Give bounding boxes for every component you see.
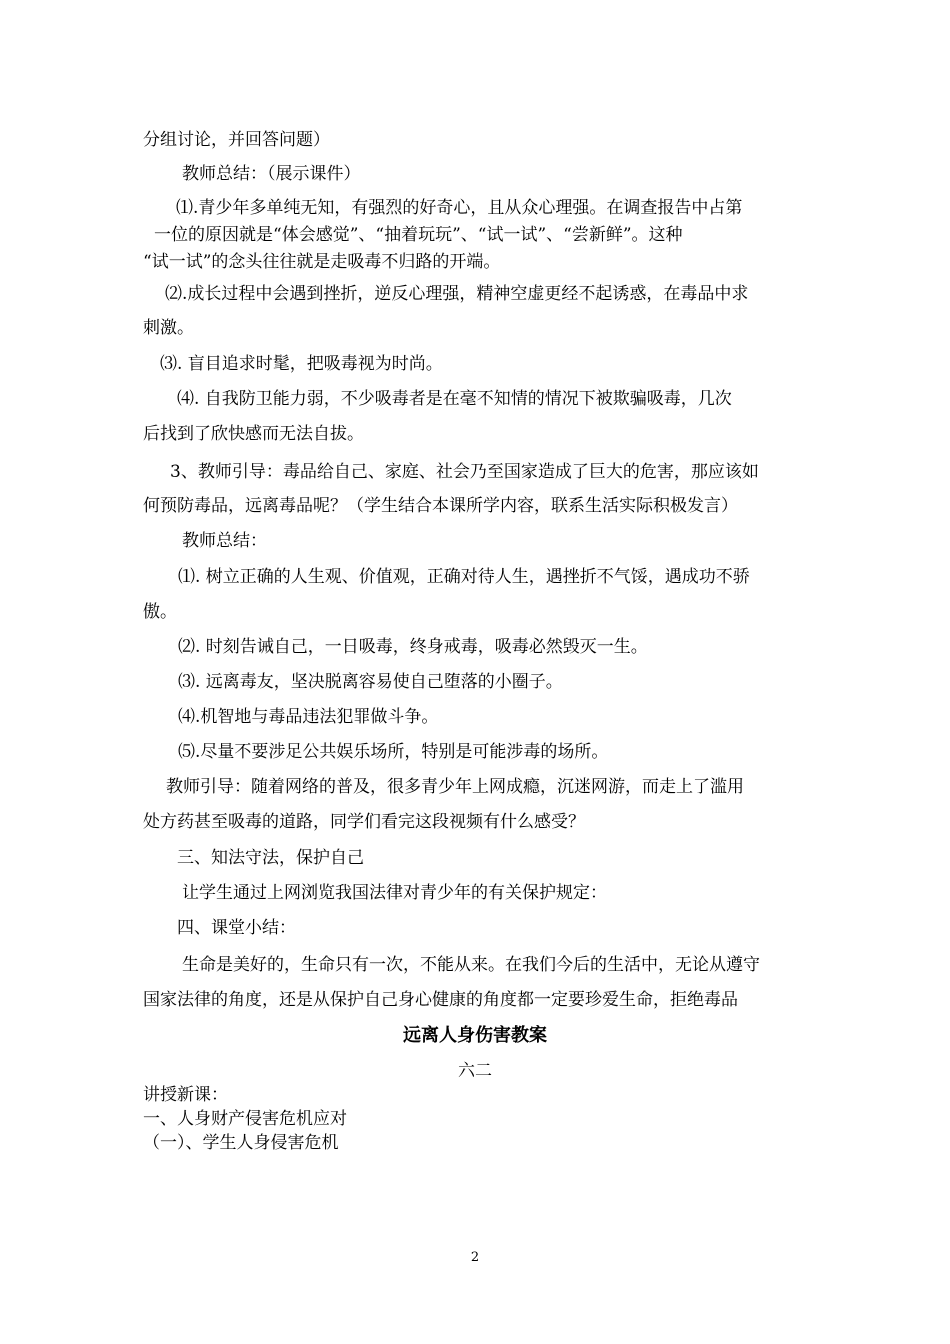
section-line: 讲授新课： [143, 1085, 228, 1105]
body-line: 傲。 [143, 602, 177, 622]
section-line: 一、人身财产侵害危机应对 [143, 1109, 347, 1129]
body-line: 后找到了欣快感而无法自拔。 [143, 424, 364, 444]
body-line: ⑷.机智地与毒品违法犯罪做斗争。 [178, 707, 439, 727]
section-heading: 四、课堂小结： [177, 918, 296, 938]
document-subtitle: 六二 [458, 1061, 492, 1081]
body-line: ⑴.青少年多单纯无知，有强烈的好奇心，且从众心理强。在调查报告中占第 [176, 198, 743, 218]
body-line: 刺激。 [143, 318, 194, 338]
body-line: 3、教师引导：毒品给自己、家庭、社会乃至国家造成了巨大的危害，那应该如 [170, 462, 759, 482]
body-line: ⑵. 时刻告诫自己，一日吸毒，终身戒毒，吸毒必然毁灭一生。 [178, 637, 648, 657]
body-line: ⑶. 远离毒友，坚决脱离容易使自己堕落的小圈子。 [178, 672, 563, 692]
body-line: ⑵.成长过程中会遇到挫折，逆反心理强，精神空虚更经不起诱惑，在毒品中求 [165, 284, 749, 304]
body-line: 国家法律的角度，还是从保护自己身心健康的角度都一定要珍爱生命，拒绝毒品 [143, 990, 738, 1010]
body-line: “试一试”的念头往往就是走吸毒不归路的开端。 [143, 252, 501, 272]
body-line: 让学生通过上网浏览我国法律对青少年的有关保护规定： [182, 883, 607, 903]
body-line: ⑴. 树立正确的人生观、价值观，正确对待人生，遇挫折不气馁，遇成功不骄 [178, 567, 750, 587]
body-line: 教师引导：随着网络的普及，很多青少年上网成瘾，沉迷网游，而走上了滥用 [166, 777, 744, 797]
body-line: 处方药甚至吸毒的道路，同学们看完这段视频有什么感受？ [143, 812, 585, 832]
body-line: 何预防毒品，远离毒品呢？（学生结合本课所学内容，联系生活实际积极发言） [143, 496, 738, 516]
body-line: 分组讨论，并回答问题） [143, 130, 330, 150]
body-line: ⑶. 盲目追求时髦，把吸毒视为时尚。 [160, 354, 443, 374]
section-line: （一）、学生人身侵害危机 [143, 1133, 339, 1153]
body-line: ⑸.尽量不要涉足公共娱乐场所，特别是可能涉毒的场所。 [178, 742, 609, 762]
body-line: 教师总结： [182, 531, 267, 551]
page-number: 2 [470, 1250, 480, 1265]
section-heading: 三、知法守法，保护自己 [177, 848, 364, 868]
body-line: ⑷. 自我防卫能力弱，不少吸毒者是在毫不知情的情况下被欺骗吸毒，几次 [177, 389, 732, 409]
body-line: 生命是美好的，生命只有一次，不能从来。在我们今后的生活中，无论从遵守 [182, 955, 760, 975]
body-line: 教师总结：（展示课件） [182, 164, 361, 184]
body-line: 一位的原因就是“体会感觉”、“抽着玩玩”、“试一试”、“尝新鲜”。这种 [154, 225, 683, 245]
document-title: 远离人身伤害教案 [403, 1025, 547, 1046]
